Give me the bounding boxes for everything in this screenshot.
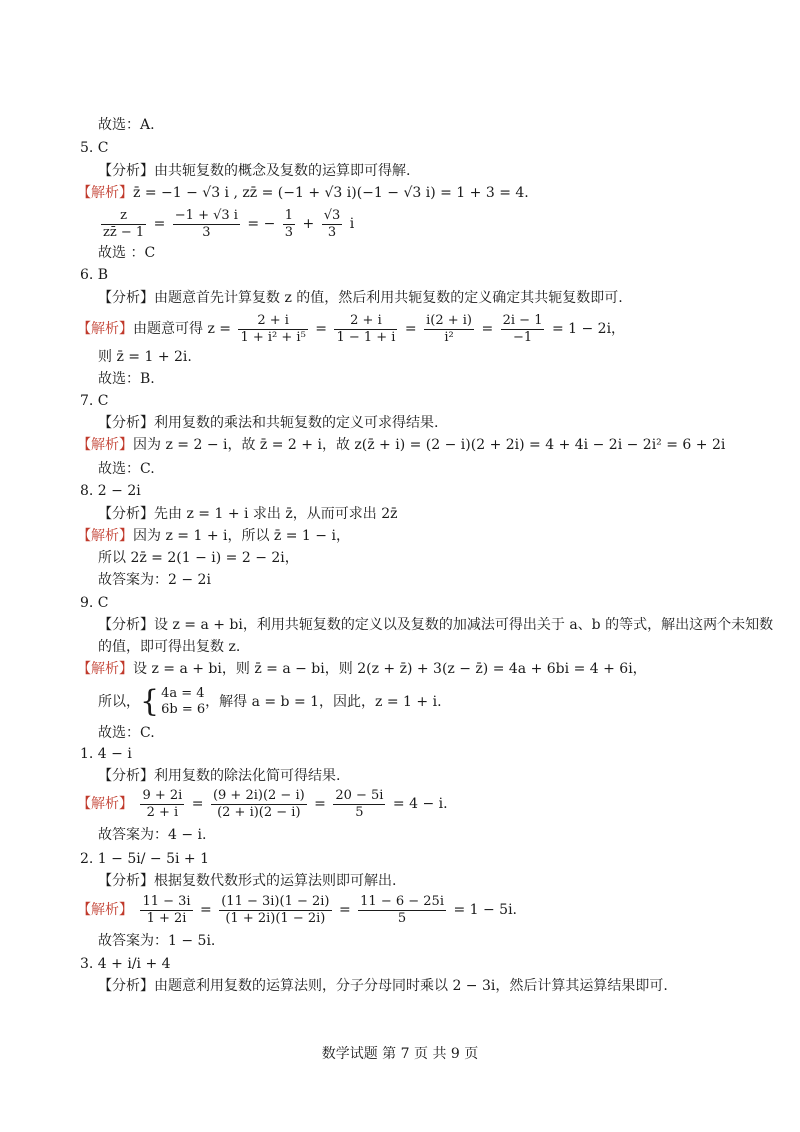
- numerator: 20 − 5i: [335, 787, 384, 803]
- numerator: 11 − 6 − 25i: [360, 893, 444, 909]
- text-line: 所以 2z̄ = 2(1 − i) = 2 − 2i，: [98, 550, 299, 566]
- denominator: 1 − 1 + i: [336, 329, 396, 345]
- fraction: [322, 208, 343, 241]
- numerator: z: [101, 208, 146, 225]
- operator: =: [314, 796, 326, 812]
- solution-line: [77, 436, 725, 454]
- text-line: 因为 z = 1 + i，所以 z̄ = 1 − i，: [133, 528, 350, 544]
- denominator: (2 + i)(2 − i): [217, 804, 301, 820]
- fraction: [101, 208, 146, 241]
- operator: =: [153, 216, 166, 232]
- text-line: 的值，即可得出复数 z.: [98, 639, 241, 655]
- text-line: 故选 ：C: [98, 245, 156, 261]
- fraction: [358, 894, 446, 927]
- numerator: 1: [284, 207, 294, 223]
- solution-tag: 【解析】: [77, 528, 133, 544]
- numerator: 9 + 2i: [142, 787, 183, 803]
- numerator: 11 − 3i: [142, 893, 191, 909]
- solution-tag: 【解析】: [77, 661, 133, 677]
- text-line: 由题意可得 z =: [133, 321, 232, 337]
- math-text: = 1 − 2i，: [551, 321, 626, 337]
- operator: =: [200, 902, 212, 918]
- operator: =: [404, 321, 417, 337]
- solution-line: [77, 892, 517, 928]
- solution-tag: 【解析】: [77, 902, 133, 918]
- answer-heading: 8. 2 − 2i: [80, 483, 141, 499]
- text-line: 故选：B.: [98, 371, 155, 387]
- solution-tag: 【解析】: [77, 321, 133, 337]
- text-line: 故选：A.: [98, 117, 155, 133]
- solution-tag: 【解析】: [77, 185, 133, 201]
- denominator: 3: [327, 224, 337, 240]
- denominator: 5: [397, 910, 407, 926]
- brace-symbol: {: [140, 684, 160, 719]
- numerator: (9 + 2i)(2 − i): [212, 787, 305, 803]
- math-text: = 4 − i.: [392, 796, 448, 812]
- analysis-line: 【分析】利用复数的乘法和共轭复数的定义可求得结果.: [98, 415, 439, 431]
- operator: +: [302, 216, 315, 232]
- system-line: [98, 684, 442, 720]
- text-line: 故选：C.: [98, 461, 155, 477]
- denominator: (1 + 2i)(1 − 2i): [225, 910, 326, 926]
- text-line: 故选：C.: [98, 725, 155, 741]
- text-line: 所以，: [98, 694, 140, 710]
- numerator: 2 + i: [238, 313, 307, 330]
- answer-heading: 9. C: [80, 595, 109, 611]
- denominator: −1: [512, 329, 533, 345]
- fraction: [173, 208, 240, 241]
- text-line: z̄ = −1 − √3 i , zz̄ = (−1 + √3 i)(−1 − √3 i) = 1 + 3 = 4.: [133, 185, 529, 201]
- numerator: (11 − 3i)(1 − 2i): [221, 893, 330, 909]
- numerator: 2i − 1: [502, 312, 543, 328]
- analysis-line: 【分析】利用复数的除法化简可得结果.: [98, 768, 341, 784]
- fraction: [140, 894, 192, 927]
- operator: =: [191, 796, 204, 812]
- denominator: 5: [355, 804, 364, 820]
- math-text: = 1 − 5i.: [453, 902, 517, 918]
- text-line: 设 z = a + bi，则 z̄ = a − bi，则 2(z + z̄) + 3(z − z̄) = 4a + 6bi = 4 + 6i，: [133, 661, 647, 677]
- solution-line: [77, 660, 647, 678]
- analysis-line: 【分析】由题意首先计算复数 z 的值，然后利用共轭复数的定义确定其共轭复数即可.: [98, 290, 623, 306]
- equation: 4a = 4: [161, 686, 205, 701]
- fraction: [424, 313, 474, 346]
- analysis-line: 【分析】根据复数代数形式的运算法则即可解出.: [98, 873, 397, 889]
- analysis-line: 【分析】由题意利用复数的运算法则，分子分母同时乘以 2 − 3i，然后计算其运算结果即可.: [98, 978, 668, 994]
- numerator: √3: [323, 207, 341, 223]
- numerator: 2 + i: [334, 313, 397, 330]
- answer-heading: 5. C: [80, 140, 109, 156]
- operator: =: [315, 321, 327, 337]
- numerator: −1 + √3 i: [174, 207, 238, 223]
- solution-line: [77, 527, 350, 545]
- equation: 6b = 6: [161, 702, 206, 717]
- solution-line: [77, 786, 448, 822]
- denominator: zz̄ − 1: [103, 224, 145, 240]
- answer-heading: 6. B: [80, 267, 109, 283]
- denominator: i²: [444, 329, 454, 345]
- text-line: 故答案为：1 − 5i.: [98, 933, 216, 949]
- denominator: 2 + i: [146, 804, 179, 820]
- page-footer: 数学试题 第 7 页 共 9 页: [321, 1046, 479, 1062]
- operator: =: [481, 321, 494, 337]
- equation-system: [161, 686, 205, 718]
- fraction: [334, 313, 397, 346]
- answer-heading: 2. 1 − 5i/ − 5i + 1: [80, 851, 210, 867]
- denominator: 3: [202, 224, 211, 240]
- denominator: 1 + i² + i⁵: [240, 329, 306, 345]
- fraction: [219, 894, 331, 927]
- denominator: 3: [284, 224, 294, 240]
- solution-line: [77, 184, 529, 202]
- solution-tag: 【解析】: [77, 437, 133, 453]
- solution-line: [77, 311, 625, 347]
- answer-heading: 7. C: [80, 393, 109, 409]
- fraction: [333, 788, 385, 821]
- analysis-line: 【分析】由共轭复数的概念及复数的运算即可得解.: [98, 163, 411, 179]
- fraction: [211, 788, 307, 821]
- operator: =: [338, 902, 351, 918]
- text-line: 故答案为：4 − i.: [98, 827, 207, 843]
- fraction: [140, 788, 184, 821]
- denominator: 1 + 2i: [146, 910, 187, 926]
- equation-line: [98, 206, 354, 242]
- text-line: 故答案为：2 − 2i: [98, 572, 211, 588]
- math-text: i: [349, 216, 355, 232]
- operator: = −: [247, 216, 276, 232]
- text-line: ，解得 a = b = 1，因此，z = 1 + i.: [205, 694, 442, 710]
- fraction: [501, 313, 545, 346]
- answer-heading: 1. 4 − i: [80, 746, 132, 762]
- fraction: [283, 208, 295, 241]
- solution-tag: 【解析】: [77, 796, 133, 812]
- analysis-line: 【分析】设 z = a + bi，利用共轭复数的定义以及复数的加减法可得出关于 a、b 的等式，解出这两个未知数: [98, 617, 774, 633]
- fraction: [238, 313, 307, 346]
- analysis-line: 【分析】先由 z = 1 + i 求出 z̄，从而可求出 2z̄: [98, 506, 398, 522]
- text-line: 因为 z = 2 − i，故 z̄ = 2 + i，故 z(z̄ + i) = (2 − i)(2 + 2i) = 4 + 4i − 2i − 2i² = 6 + 2i: [133, 437, 726, 453]
- numerator: i(2 + i): [426, 312, 472, 328]
- answer-heading: 3. 4 + i/i + 4: [80, 956, 171, 972]
- text-line: 则 z̄ = 1 + 2i.: [98, 349, 192, 365]
